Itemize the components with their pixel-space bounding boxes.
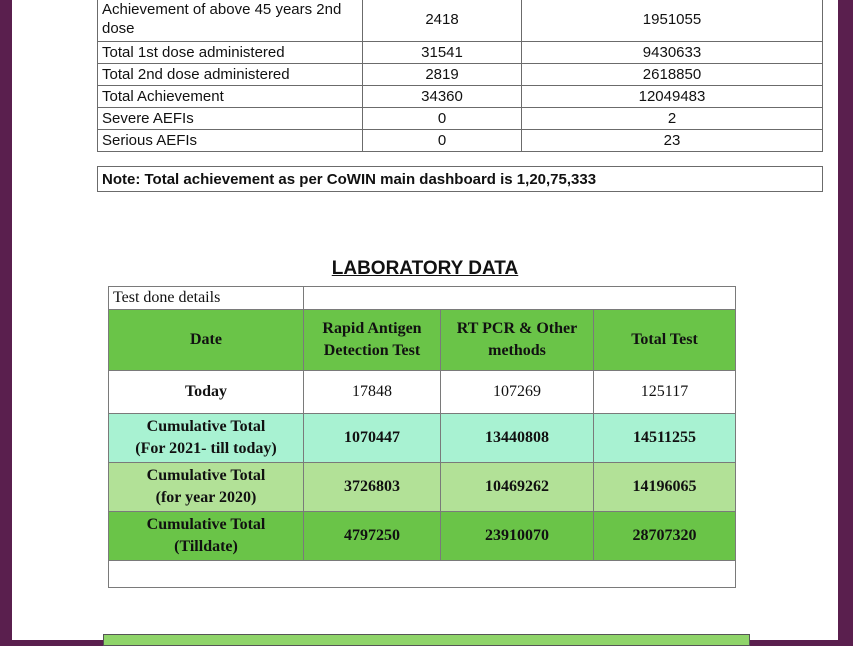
table-row — [109, 463, 736, 512]
table-row — [98, 86, 823, 108]
row-label — [109, 512, 304, 561]
header-line: Rapid Antigen — [322, 320, 422, 337]
cumulative-value: 23 — [522, 130, 823, 152]
cumulative-value: 2 — [522, 108, 823, 130]
header-line: RT PCR & Other — [456, 320, 578, 337]
next-section-bar — [103, 634, 750, 646]
caption-empty-cell — [304, 287, 736, 310]
row-label: Total Achievement — [98, 86, 363, 108]
header-line: Detection Test — [323, 342, 421, 359]
today-value: 31541 — [363, 42, 522, 64]
rtpcr-value: 13440808 — [441, 414, 594, 463]
vaccination-table — [97, 0, 823, 192]
table-row — [98, 64, 823, 86]
table-row — [98, 130, 823, 152]
today-value: 0 — [363, 130, 522, 152]
caption-row — [109, 287, 736, 310]
header-line: methods — [488, 342, 546, 359]
row-label: Today — [109, 371, 304, 414]
cumulative-value: 9430633 — [522, 42, 823, 64]
note-row — [98, 167, 823, 192]
table-row — [98, 0, 823, 42]
row-label — [109, 414, 304, 463]
header-row — [109, 310, 736, 371]
row-label: Severe AEFIs — [98, 108, 363, 130]
today-value: 34360 — [363, 86, 522, 108]
caption-cell: Test done details — [109, 287, 304, 310]
label-line: (for year 2020) — [155, 489, 257, 506]
table-row — [109, 512, 736, 561]
label-line: Cumulative Total — [146, 516, 266, 533]
table-row — [109, 414, 736, 463]
today-value: 0 — [363, 108, 522, 130]
cumulative-value: 2618850 — [522, 64, 823, 86]
rapid-value: 3726803 — [304, 463, 441, 512]
cowin-note: Note: Total achievement as per CoWIN main dashboard is 1,20,75,333 — [98, 167, 823, 192]
table-row — [109, 371, 736, 414]
label-line: (Tilldate) — [174, 538, 238, 555]
rapid-value: 4797250 — [304, 512, 441, 561]
total-value: 14511255 — [594, 414, 736, 463]
rtpcr-value: 107269 — [441, 371, 594, 414]
document-page — [12, 0, 838, 640]
table-row — [98, 42, 823, 64]
total-value: 14196065 — [594, 463, 736, 512]
row-label: Serious AEFIs — [98, 130, 363, 152]
laboratory-table — [108, 286, 736, 588]
rapid-value: 17848 — [304, 371, 441, 414]
rtpcr-value: 23910070 — [441, 512, 594, 561]
today-value: 2819 — [363, 64, 522, 86]
row-label: Total 1st dose administered — [98, 42, 363, 64]
blank-row — [109, 561, 736, 588]
cumulative-value: 1951055 — [522, 0, 823, 42]
rtpcr-value: 10469262 — [441, 463, 594, 512]
label-line: Cumulative Total — [146, 467, 266, 484]
label-line: Cumulative Total — [146, 418, 266, 435]
rapid-antigen-header — [304, 310, 441, 371]
laboratory-title: LABORATORY DATA — [331, 258, 519, 279]
cumulative-value: 12049483 — [522, 86, 823, 108]
label-line: (For 2021- till today) — [135, 440, 277, 457]
spacer-cell — [98, 152, 823, 167]
total-test-header: Total Test — [594, 310, 736, 371]
blank-cell — [109, 561, 736, 588]
rapid-value: 1070447 — [304, 414, 441, 463]
spacer-row — [98, 152, 823, 167]
date-header: Date — [109, 310, 304, 371]
row-label — [109, 463, 304, 512]
today-value: 2418 — [363, 0, 522, 42]
table-row — [98, 108, 823, 130]
rtpcr-header — [441, 310, 594, 371]
total-value: 28707320 — [594, 512, 736, 561]
row-label: Total 2nd dose administered — [98, 64, 363, 86]
total-value: 125117 — [594, 371, 736, 414]
row-label: Achievement of above 45 years 2nd dose — [98, 0, 363, 42]
